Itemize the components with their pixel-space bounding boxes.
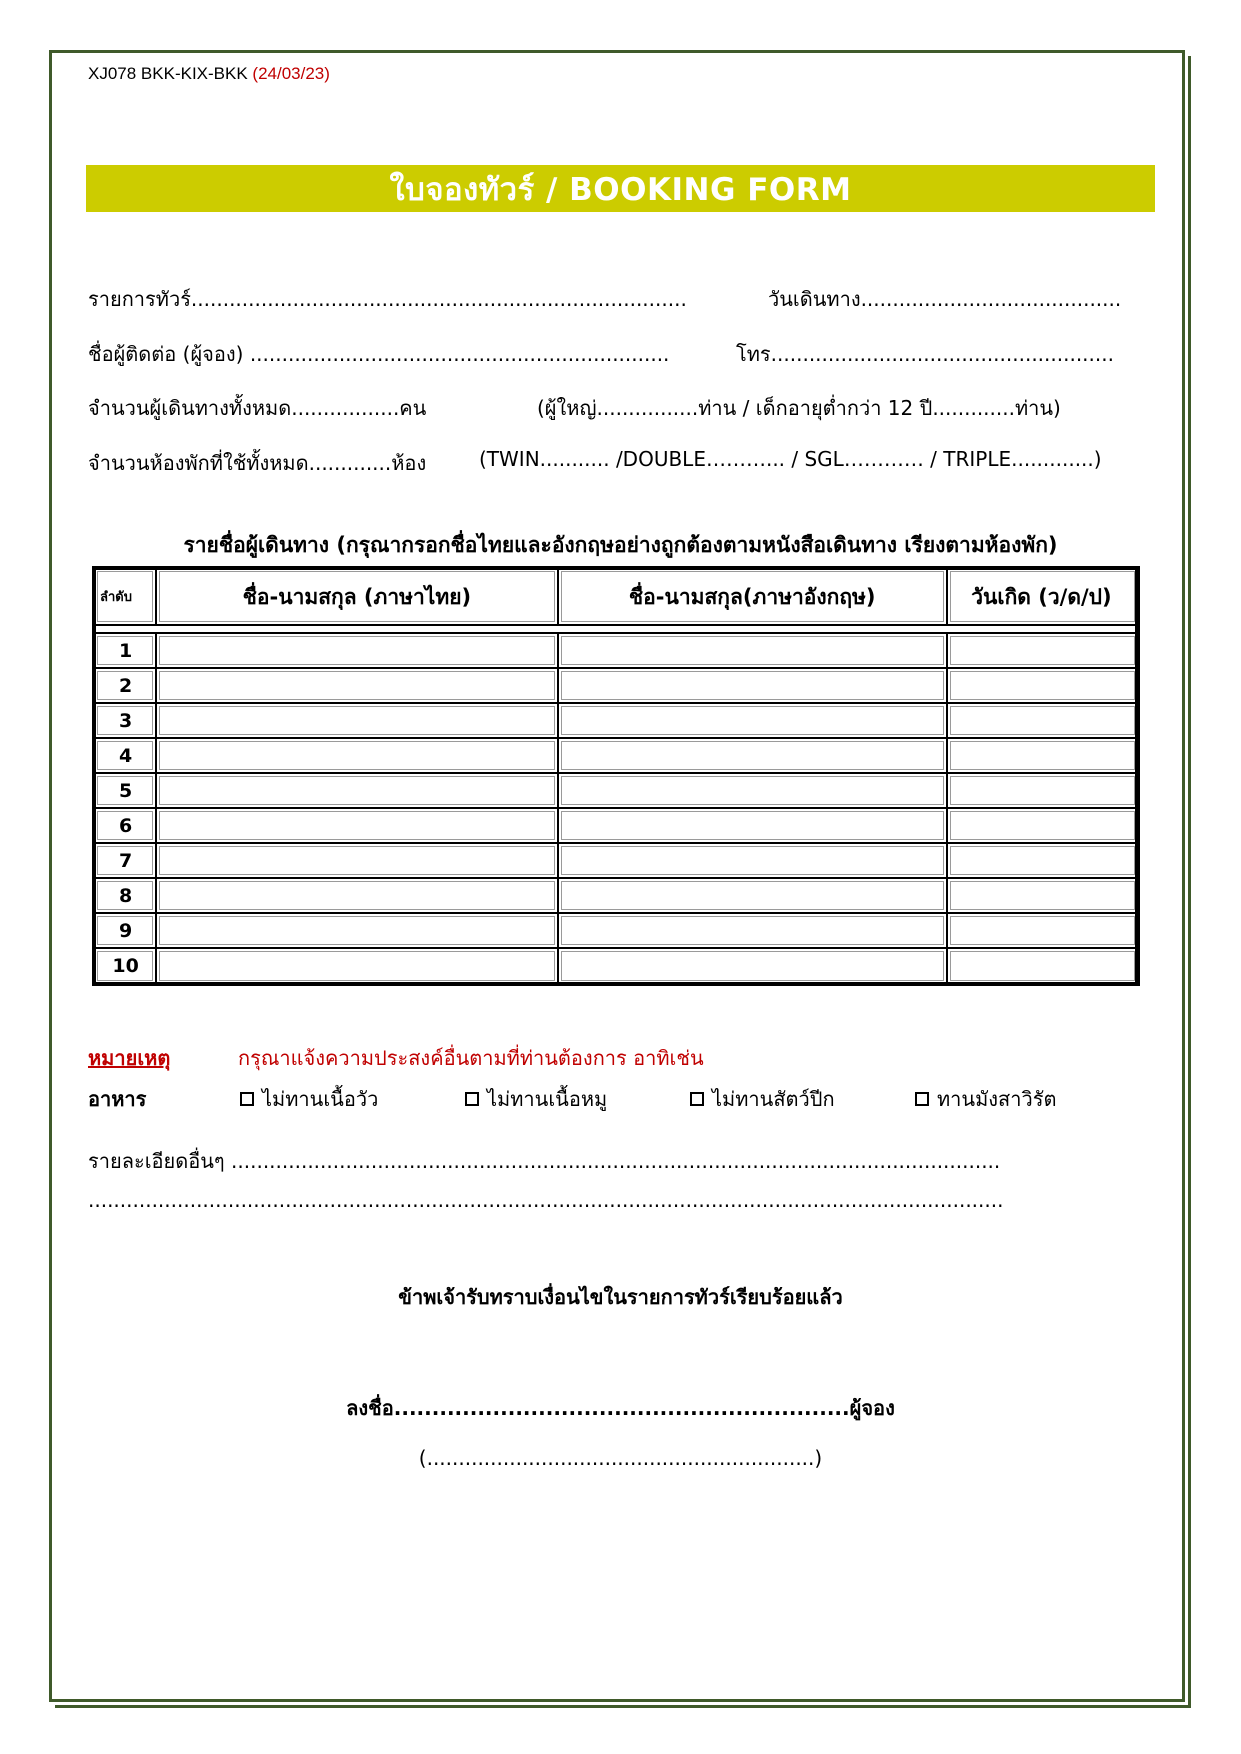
english-name-cell[interactable]: [558, 948, 947, 984]
thai-name-cell[interactable]: [156, 738, 557, 773]
thai-name-cell[interactable]: [156, 913, 557, 948]
english-name-cell[interactable]: [558, 633, 947, 668]
table-row: [94, 703, 1138, 738]
passenger-table: [92, 566, 1140, 986]
tour-code: XJ078 BKK-KIX-BKK: [88, 64, 248, 83]
row-number: 4: [94, 738, 156, 773]
english-name-cell[interactable]: [558, 878, 947, 913]
table-row: [94, 668, 1138, 703]
other-details-line-2[interactable]: ................................................................................................................................................: [88, 1188, 1004, 1212]
food-option-no-pork[interactable]: [465, 1083, 607, 1115]
tour-code-header: [88, 64, 330, 84]
acknowledgement-text: ข้าพเจ้ารับทราบเงื่อนไขในรายการทัวร์เรียบร้อยแล้ว: [398, 1285, 843, 1309]
birthdate-cell[interactable]: [947, 843, 1138, 878]
table-header-row: [94, 568, 1138, 625]
thai-name-cell[interactable]: [156, 878, 557, 913]
row-number: 9: [94, 913, 156, 948]
total-travelers-field[interactable]: จำนวนผู้เดินทางทั้งหมด.................คน: [88, 396, 427, 420]
table-row: [94, 808, 1138, 843]
table-row: [94, 738, 1138, 773]
table-row: [94, 878, 1138, 913]
row-number: 10: [94, 948, 156, 984]
col-header-thai-name: ชื่อ-นามสกุล (ภาษาไทย): [156, 568, 557, 625]
food-option-no-poultry[interactable]: [690, 1083, 835, 1115]
english-name-cell[interactable]: [558, 843, 947, 878]
checkbox-icon[interactable]: [240, 1092, 254, 1106]
row-number: 7: [94, 843, 156, 878]
thai-name-cell[interactable]: [156, 773, 557, 808]
signature-line[interactable]: ลงชื่อ............................................................ผู้จอง: [346, 1396, 895, 1420]
row-number: 1: [94, 633, 156, 668]
english-name-cell[interactable]: [558, 703, 947, 738]
english-name-cell[interactable]: [558, 668, 947, 703]
phone-field[interactable]: โทร......................................................: [736, 342, 1114, 366]
table-row: [94, 913, 1138, 948]
tour-program-field[interactable]: รายการทัวร์..............................................................................: [88, 287, 687, 311]
food-option-label: ไม่ทานเนื้อวัว: [262, 1087, 379, 1111]
english-name-cell[interactable]: [558, 808, 947, 843]
form-title: ใบจองทัวร์ / BOOKING FORM: [86, 165, 1155, 212]
english-name-cell[interactable]: [558, 738, 947, 773]
total-rooms-field[interactable]: จำนวนห้องพักที่ใช้ทั้งหมด.............ห้อง: [88, 451, 427, 475]
col-header-birthdate: วันเกิด (ว/ด/ป): [947, 568, 1138, 625]
travel-date-field[interactable]: วันเดินทาง.........................................: [768, 287, 1122, 311]
food-option-label: ไม่ทานเนื้อหมู: [487, 1087, 608, 1111]
table-row: [94, 948, 1138, 984]
birthdate-cell[interactable]: [947, 633, 1138, 668]
traveler-breakdown-field[interactable]: (ผู้ใหญ่................ท่าน / เด็กอายุต่ำกว่า 12 ปี.............ท่าน): [537, 396, 1061, 420]
checkbox-icon[interactable]: [915, 1092, 929, 1106]
thai-name-cell[interactable]: [156, 703, 557, 738]
row-number: 6: [94, 808, 156, 843]
thai-name-cell[interactable]: [156, 948, 557, 984]
birthdate-cell[interactable]: [947, 878, 1138, 913]
table-row: [94, 843, 1138, 878]
thai-name-cell[interactable]: [156, 668, 557, 703]
note-label: หมายเหตุ: [88, 1046, 171, 1070]
contact-name-field[interactable]: ชื่อผู้ติดต่อ (ผู้จอง) ..................................................................: [88, 342, 670, 366]
birthdate-cell[interactable]: [947, 703, 1138, 738]
thai-name-cell[interactable]: [156, 633, 557, 668]
col-header-english-name: ชื่อ-นามสกุล(ภาษาอังกฤษ): [558, 568, 947, 625]
food-label: อาหาร: [88, 1087, 147, 1111]
birthdate-cell[interactable]: [947, 668, 1138, 703]
birthdate-cell[interactable]: [947, 738, 1138, 773]
row-number: 3: [94, 703, 156, 738]
row-number: 5: [94, 773, 156, 808]
table-row: [94, 773, 1138, 808]
row-number: 2: [94, 668, 156, 703]
passenger-list-title: รายชื่อผู้เดินทาง (กรุณากรอกชื่อไทยและอังกฤษอย่างถูกต้องตามหนังสือเดินทาง เรียงตามห้องพัก): [183, 533, 1058, 557]
thai-name-cell[interactable]: [156, 808, 557, 843]
food-option-vegetarian[interactable]: [915, 1083, 1056, 1115]
room-types-field[interactable]: (TWIN........... /DOUBLE………... / SGL………… / TRIPLE.............): [479, 447, 1102, 471]
birthdate-cell[interactable]: [947, 808, 1138, 843]
birthdate-cell[interactable]: [947, 773, 1138, 808]
col-header-no: ลำดับ: [94, 568, 156, 625]
table-row: [94, 633, 1138, 668]
checkbox-icon[interactable]: [465, 1092, 479, 1106]
signature-name-line[interactable]: (.............................................................): [418, 1446, 823, 1470]
thai-name-cell[interactable]: [156, 843, 557, 878]
food-option-label: ทานมังสาวิรัต: [937, 1087, 1057, 1111]
table-separator: [94, 625, 1138, 633]
birthdate-cell[interactable]: [947, 913, 1138, 948]
english-name-cell[interactable]: [558, 773, 947, 808]
row-number: 8: [94, 878, 156, 913]
english-name-cell[interactable]: [558, 913, 947, 948]
checkbox-icon[interactable]: [690, 1092, 704, 1106]
note-text: กรุณาแจ้งความประสงค์อื่นตามที่ท่านต้องการ อาทิเช่น: [238, 1046, 704, 1070]
food-option-no-beef[interactable]: [240, 1083, 378, 1115]
other-details-line-1[interactable]: รายละเอียดอื่นๆ .........................................................................................................................: [88, 1149, 1001, 1173]
birthdate-cell[interactable]: [947, 948, 1138, 984]
food-option-label: ไม่ทานสัตว์ปีก: [712, 1087, 835, 1111]
form-date: (24/03/23): [252, 64, 330, 83]
